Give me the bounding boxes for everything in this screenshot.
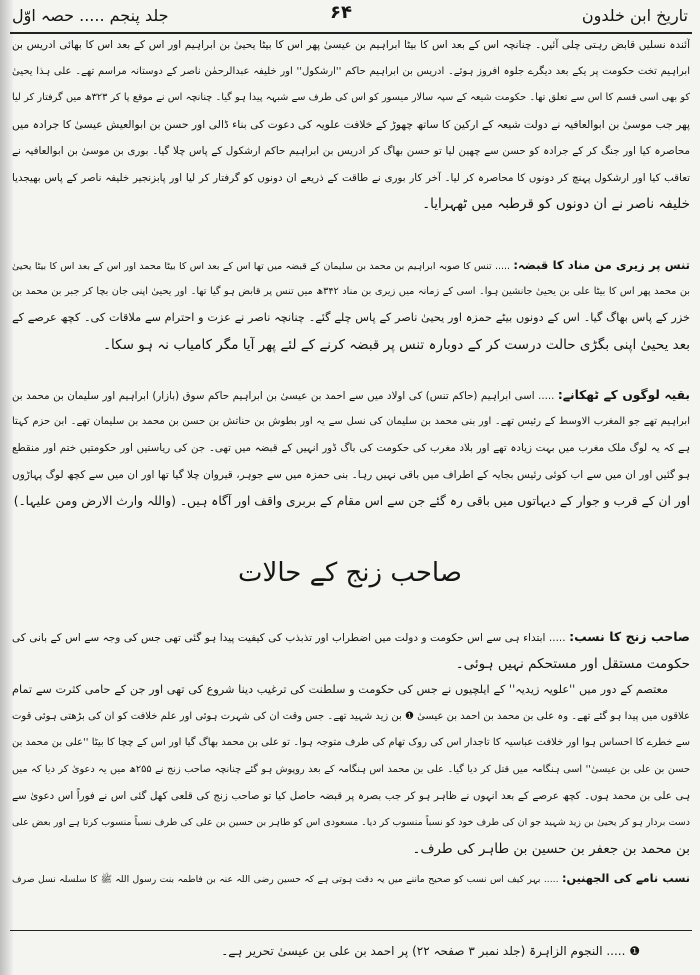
paragraph-3 [12,382,690,515]
paragraph-4 [12,624,690,677]
text-line: ہی علی بن محمد ہوں۔ کچھ عرصے کے بعد انہوں نے ظاہر ہو کر جب بصرہ پر قبضہ حاصل کیا تو صاحب زنج کی قلعی کھل گئی اس نے فوراً اس دعویٰ سے [12,790,690,802]
footnote: ❶ ..... النجوم الزاہرۃ (جلد نمبر ۳ صفحہ ۲۲) پر احمد بن علی بن عیسیٰ تحریر ہے۔ [221,944,640,958]
text-line: ابراہیم تھے جو المغرب الاوسط کے رئیس تھے۔ اور بنی محمد بن سلیمان کی نسل سے یہ اور بطوش بن حناتش بن حسن بن محمد بن سلیمان تھے۔ ابن حزم کہتا [12,415,690,427]
text-line: خزر کے پاس بھاگ گیا۔ اس کے دونوں بیٹے حمزہ اور یحییٰ ناصر کے پاس چلے گئے۔ چنانچہ ناصر نے عزت و احترام سے ملاقات کی۔ کچھ عرصے کے [12,311,690,324]
paragraph-1 [12,32,690,218]
text-line: خلیفہ ناصر نے ان دونوں کو قرطبہ میں ٹھہرایا۔ [422,196,690,212]
section-heading: نسب نامے کی الجھنیں: [561,872,690,885]
text-line: آئندہ نسلیں قابض رہتی چلی آئیں۔ چنانچہ اس کے بعد اس کا بیٹا ابراہیم بن عیسیٰ پھر اس کا بیٹا یحییٰ بن ابراہیم اور اس کے بعد اس کا بھائی ادریس بن [12,39,690,51]
text-line: ہے کہ یہ لوگ ملک مغرب میں بہت زیادہ تھے اور بلاد مغرب کی حکومت کی باگ ڈور انہیں کے قبضہ میں تھی۔ جن کی ریاستیں اور حکومتیں ختم اور منقطع [12,442,690,454]
text-line: بن محمد بن جعفر بن حسین بن طاہر کی طرف۔ [412,841,690,857]
text-line: ابراہیم تخت حکومت پر یکے بعد دیگرے جلوہ افروز ہوئے۔ ادریس بن ابراہیم حاکم ''ارشکول'' اور خلیفہ عبدالرحمٰن ناصر کے دوستانہ مراسم تھے۔ علی ہذا یحییٰ [12,65,690,77]
paragraph-2 [12,252,690,358]
footnote-rule [10,930,692,931]
text-line: ..... بہر کیف اس نسب کو صحیح ماننے میں یہ دقت ہوتی ہے کہ حسین رضی اللہ عنہ بن فاطمہ بنت رسول اللہ ﷺ کا سلسلہ نسل صرف [12,874,559,885]
volume-label: جلد پنجم ..... حصہ اوّل [12,6,169,25]
paragraph-6 [12,866,690,893]
text-line: تعاقب کیا اور ارشکول پہنچ کر دونوں کا محاصرہ کر لیا۔ آخر کار بوری نے طاقت کے ذریعے ان دونوں کو گرفتار کر لیا اور پابزنجیر خلیفہ ناصر کے پاس بھیجدیا [12,171,690,184]
text-line: ..... تنس کا صوبہ ابراہیم بن محمد بن سلیمان کے قبضہ میں تھا اس کے بعد اس کا بیٹا محمد اور اس کے بعد اس کا بیٹا یحییٰ [12,261,511,272]
book-title: تاریخ ابن خلدون [581,6,688,25]
section-heading: بقیہ لوگوں کے ٹھکانے: [557,388,690,402]
text-line: علاقوں میں پیدا ہو گئے تھے۔ وہ علی بن محمد بن احمد بن عیسیٰ ❶ بن زید شہید تھے۔ جس وقت ان کی شہرت ہوئی اور علم خلافت کو ان کی بڑھتی ہوئی قوت [12,710,690,722]
section-heading: صاحب زنج کا نسب: [569,629,690,644]
text-line: پھر جب موسیٰ بن ابوالعافیہ نے دولت شیعہ کے ارکین کا ساتھ چھوڑ کے خلافت علویہ کی دعوت کی بناء ڈالی اور حسن بن ابوالعیش عیسیٰ کا جرادہ میں [12,117,690,131]
text-line: دست بردار ہو کر یحییٰ بن زید شہید جو ان کی طرف خود کو نسباً منسوب کر دیا۔ مسعودی اس کو طاہر بن حسین بن علی کی طرف نسباً منسوب کرتا ہے اور بعض علی [12,816,690,828]
text-line: سے خطرے کا احساس ہوا اور خلافت عباسیہ کا تاجدار اس کی روک تھام کی طرف متوجہ ہوا۔ تو علی بن محمد بھاگ گیا اور اس کے چچا کا بیٹا ''علی بن محمد بن [12,737,690,748]
text-line: ہو گئیں اور ان میں سے اب کوئی رئیس بجایہ کے اطراف میں باقی نہیں رہا۔ بنی حمزہ میں سے جوہر، قیروان چلا گیا تھا اور ان میں سے کچھ لوگ پہاڑوں [12,468,690,481]
text-line: کو بھی اسی قسم کا اس سے تعلق تھا۔ حکومت شیعہ کے سپہ سالار میسور کو اس کی طرف سے شبہہ پیدا ہو گیا۔ چنانچہ اس نے موقع پا کر ۳۲۳ھ میں گرفتار کر لیا [12,92,690,103]
text-line: حکومت مستقل اور مستحکم نہیں ہوئی۔ [455,655,690,672]
text-line: حسن بن علی بن عیسیٰ'' اسی ہنگامہ میں قتل کر دیا گیا۔ علی بن محمد اس ہنگامہ کے بعد روپوش ہو گئے چنانچہ صاحب زنج نے ۲۵۵ھ میں یہ دعویٰ کر دیا کہ میں [12,763,690,775]
chapter-title: صاحب زنج کے حالات [238,558,462,588]
section-heading: تنس پر زیری من مناد کا قبضہ: [513,258,690,272]
text-line: محاصرہ کیا اور جنگ کر کے جرادہ کو حسن سے چھین لیا تو حسن بھاگ کر ادریس بن ابراہیم حاکم ارشکول کے پاس چلا گیا۔ بوری بن موسیٰ بن ابوالعافیہ نے [12,145,690,157]
text-line: ..... ابتداء ہی سے اس حکومت و دولت میں اضطراب اور تذبذب کی کیفیت پیدا ہو گئی تھی جس کی وجہ سے اس کے بانی کی [12,632,566,644]
text-line: معتصم کے دور میں ''علویہ زیدیہ'' کے ایلچیوں نے جس کی حکومت و سلطنت کی ترغیب دینا شروع کی تھی اور جن کے حامی کثرت سے تمام [12,683,668,696]
text-line: بعد یحییٰ اپنی بگڑی حالت درست کر کے دوبارہ تنس پر قبضہ کرنے کے لئے پھر آیا مگر کامیاب نہ ہو سکا۔ [103,336,690,353]
paragraph-5 [12,677,690,863]
text-line: بن محمد پھر اس کا بیٹا علی بن یحییٰ جانشین ہوا۔ اسی کے زمانہ میں زیری بن مناد ۳۴۲ھ میں تنس پر قابض ہو گیا تھا۔ اور یحییٰ اپنی جان بچا کر جبر بن محمد بن [12,285,690,297]
text-line: اور ان کے قرب و جوار کے دیہاتوں میں باقی رہ گئے جن سے اس مقام کے بربری واقف اور آگاہ ہیں۔ (واللہ وارث الارض ومن علیہا۔) [13,494,690,508]
page-number: ۶۴ [330,2,352,23]
text-line: ..... اسی ابراہیم (حاکم تنس) کی اولاد میں سے احمد بن عیسیٰ بن ابراہیم حاکم سوق (بازار) ابراہیم اور سلیمان بن محمد بن [12,390,555,402]
